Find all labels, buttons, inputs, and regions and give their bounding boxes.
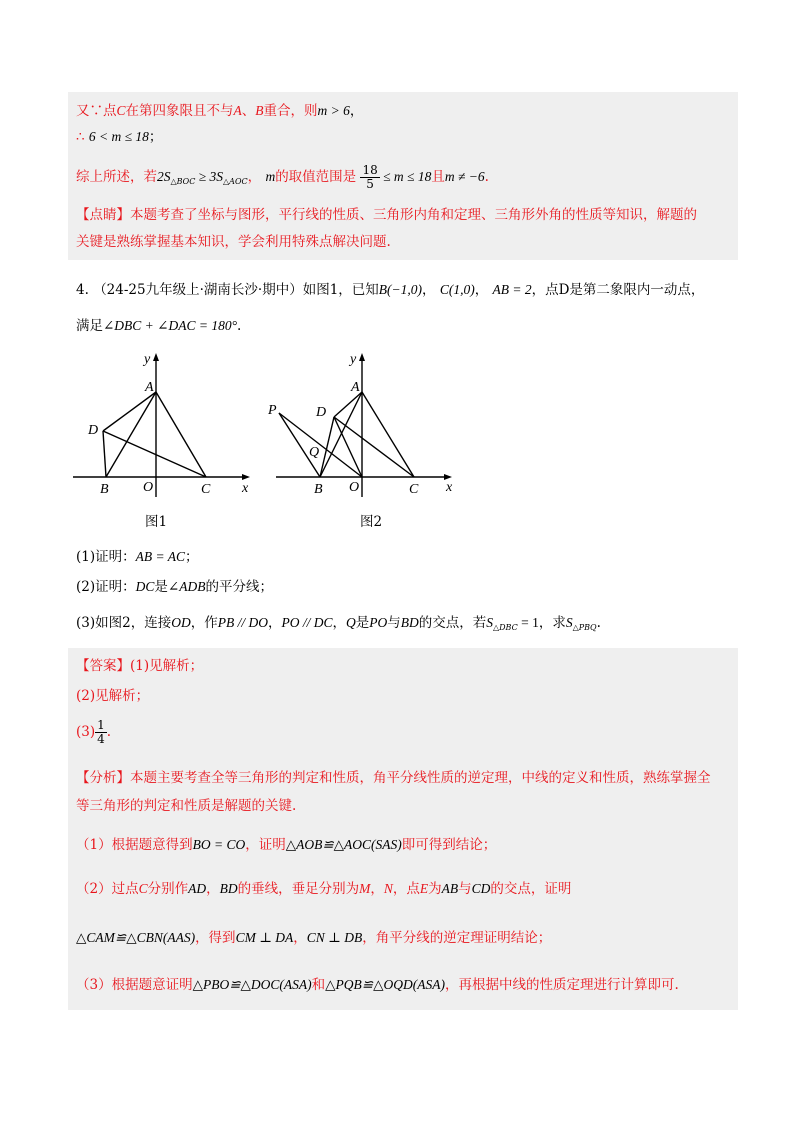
analysis-step-3: （3）根据题意证明△PBO≌△DOC(ASA)和△PQB≌△OQD(ASA)，再根据中线的性质定理进行计算即可. <box>76 977 679 993</box>
label-d: D <box>316 405 327 420</box>
x-axis-arrow <box>242 474 250 480</box>
label-x: x <box>242 481 249 496</box>
segment-ac <box>156 392 206 477</box>
fraction-1-4: $\frac{1}{4}$ <box>97 718 105 746</box>
label-a: A <box>351 380 360 395</box>
label-a: A <box>145 380 154 395</box>
analysis-step-2b: △CAM≌△CBN(AAS)，得到CM ⊥ DA，CN ⊥ DB，角平分线的逆定理证明结论； <box>76 930 552 946</box>
y-axis-arrow <box>359 353 365 361</box>
label-q: Q <box>309 445 320 460</box>
label-b: B <box>100 482 109 497</box>
y-axis-arrow <box>153 353 159 361</box>
remark-line-2: 关键是熟练掌握基本知识，学会利用特殊点解决问题. <box>76 234 391 250</box>
label-c: C <box>201 482 211 497</box>
segment-dc <box>103 431 206 477</box>
figure-2-caption: 图2 <box>360 514 383 530</box>
segment-dc <box>334 417 414 477</box>
label-p: P <box>268 403 277 418</box>
analysis-line-1: 【分析】本题主要考查全等三角形的判定和性质，角平分线性质的逆定理，中线的定义和性质，熟练掌握全 <box>76 770 711 786</box>
problem-line-1: 4. （24-25九年级上·湖南长沙·期中）如图1，已知B(−1,0)， C(1,0)， AB = 2，点D是第二象限内一动点， <box>76 282 705 298</box>
question-3: (3)如图2，连接OD，作PB // DO，PO // DC，Q是PO与BD的交点，若$S_{\triangle DBC} = 1$，求$S_{\triangle PBQ}$. <box>76 615 601 632</box>
segment-po <box>279 413 362 477</box>
answer-box <box>68 648 738 1010</box>
label-o: O <box>143 480 154 495</box>
segment-ab <box>106 392 156 477</box>
problem-line-2: 满足∠DBC + ∠DAC = 180°. <box>76 318 242 334</box>
figure-1-caption: 图1 <box>145 514 168 530</box>
label-b: B <box>314 482 323 497</box>
label-c: C <box>409 482 419 497</box>
segment-ac <box>362 392 414 477</box>
question-1: (1)证明：AB = AC； <box>76 549 199 565</box>
answer-line-1: 【答案】(1)见解析； <box>76 658 204 674</box>
label-d: D <box>88 423 99 438</box>
label-y: y <box>350 352 357 367</box>
figure-2 <box>262 345 462 505</box>
analysis-line-2: 等三角形的判定和性质是解题的关键. <box>76 798 297 814</box>
label-x: x <box>446 480 453 495</box>
fraction-18-5: $\frac{18}{5}$ <box>362 163 378 191</box>
solution-line-2: ∴ 6 < m ≤ 18； <box>76 129 163 145</box>
answer-line-2: (2)见解析； <box>76 688 150 704</box>
remark-line-1: 【点睛】本题考查了坐标与图形，平行线的性质、三角形内角和定理、三角形外角的性质等知识，解题的 <box>76 207 697 223</box>
label-y: y <box>144 352 151 367</box>
segment-da <box>103 392 156 431</box>
figure-1 <box>70 345 260 505</box>
label-o: O <box>349 480 360 495</box>
answer-line-3: (3) $\frac{1}{4}$ . <box>76 718 112 746</box>
solution-line-1: 又∵点C在第四象限且不与A、B重合，则m > 6， <box>76 103 364 119</box>
question-2: (2)证明：DC是∠ADB的平分线； <box>76 579 273 595</box>
segment-da <box>334 392 362 417</box>
segment-db <box>103 431 106 477</box>
analysis-step-2: （2）过点C分别作AD，BD的垂线，垂足分别为M，N，点E为AB与CD的交点，证明 <box>76 881 572 897</box>
analysis-step-1: （1）根据题意得到BO = CO，证明△AOB≌△AOC(SAS)即可得到结论； <box>76 837 497 853</box>
solution-line-3: 综上所述，若$2S_{\triangle BOC} \ge 3S_{\triangle AOC}$， m的取值范围是 $\frac{18}{5}$ ≤ m ≤ 18且m ≠ −6. <box>76 163 489 191</box>
segment-do <box>334 417 362 477</box>
